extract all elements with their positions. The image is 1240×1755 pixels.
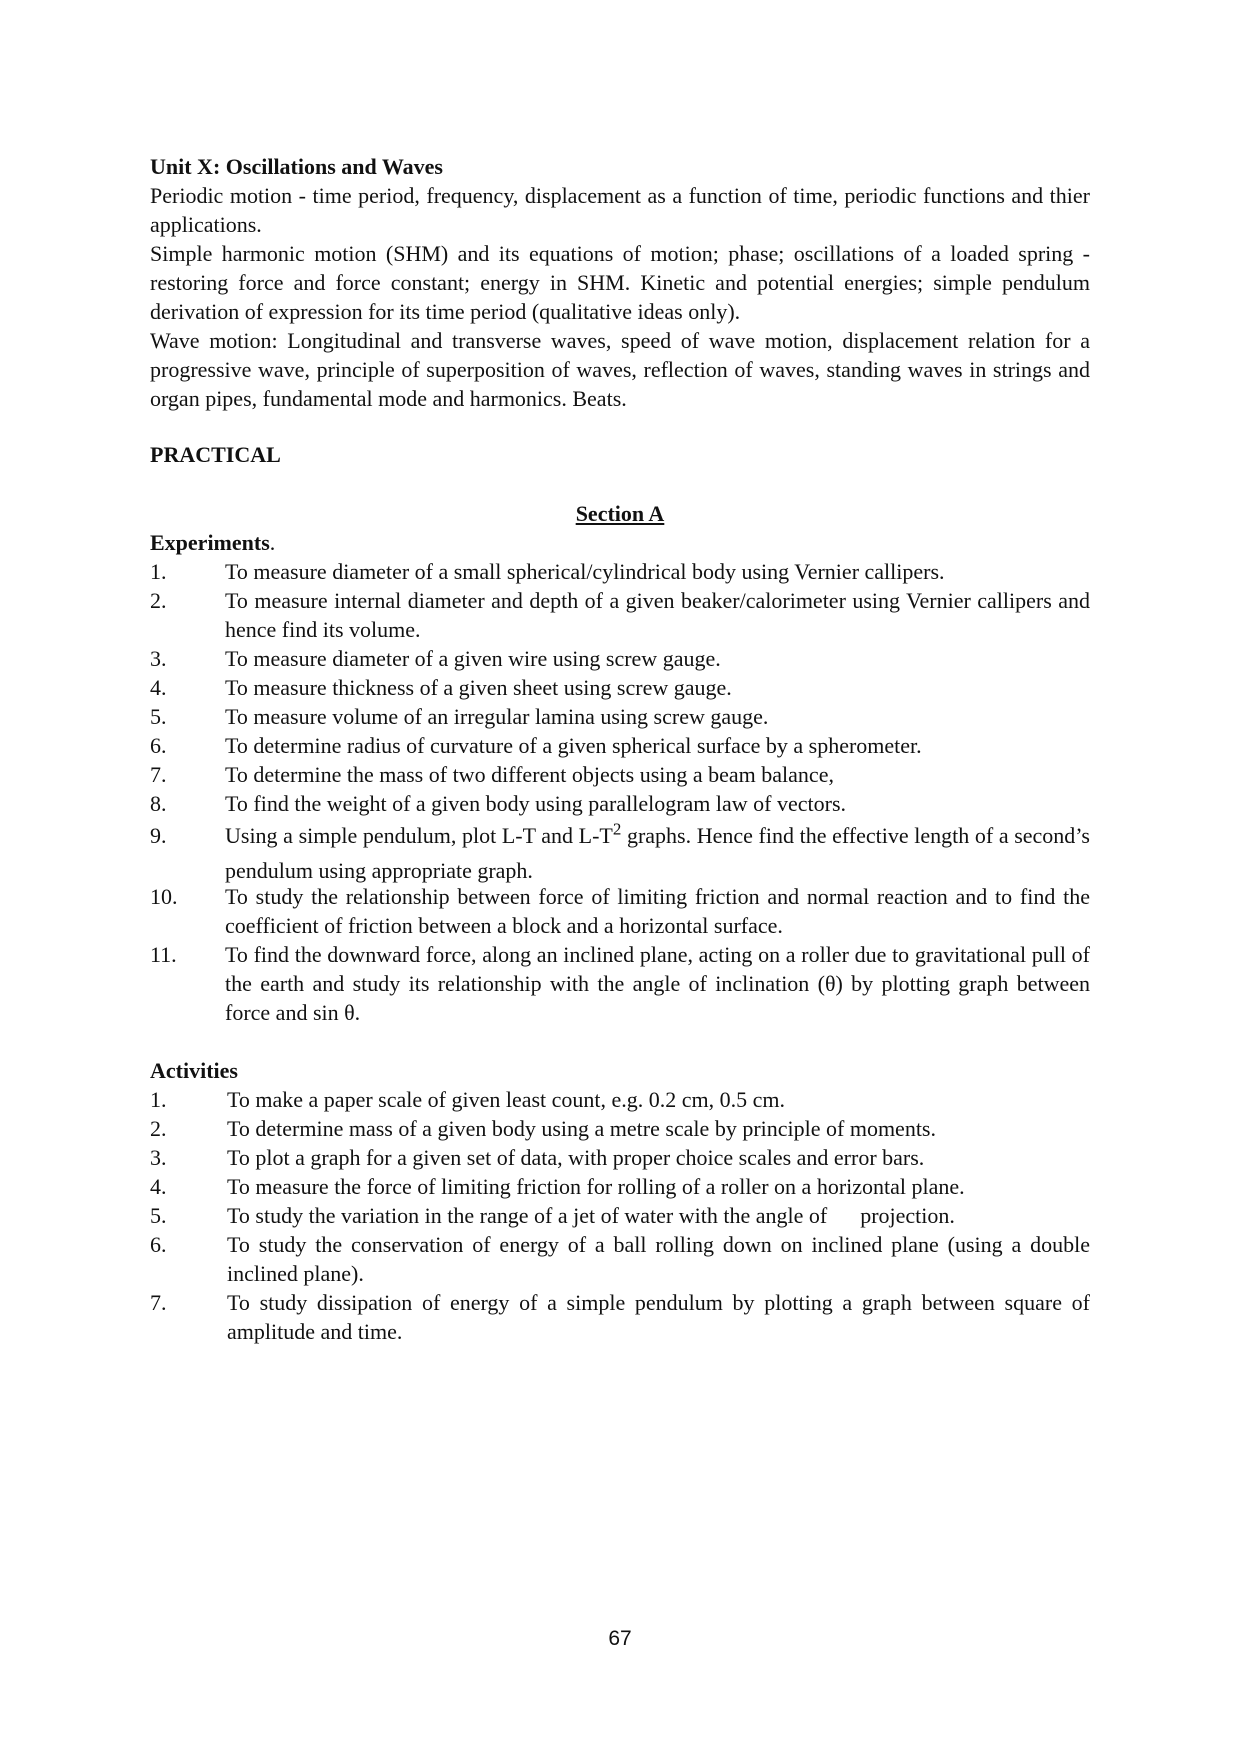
list-item-text: To measure thickness of a given sheet using screw gauge.	[225, 675, 732, 700]
list-item-number: 6.	[150, 1232, 167, 1257]
list-item-text: To determine the mass of two different objects using a beam balance,	[225, 762, 834, 787]
practical-title: PRACTICAL	[150, 442, 281, 467]
list-item-text-part-a: Using a simple pendulum, plot L-T and L-T	[225, 823, 613, 848]
experiments-heading: Experiments	[150, 530, 270, 555]
list-item	[150, 818, 1090, 888]
list-item-number: 3.	[150, 646, 167, 671]
list-item-number: 9.	[150, 823, 167, 848]
list-item-text: To make a paper scale of given least count, e.g. 0.2 cm, 0.5 cm.	[227, 1087, 786, 1112]
list-item	[150, 1201, 1090, 1230]
list-item	[150, 1085, 1090, 1114]
unit-paragraph-wave-motion: Wave motion: Longitudinal and transverse waves, speed of wave motion, displacement relation for a progressive wave, principle of superposition of waves, reflection of waves, standing waves in strings and organ pipes, fundamental mode and harmonics. Beats.	[150, 328, 1090, 411]
list-item-number: 3.	[150, 1145, 167, 1170]
list-item-text: To measure internal diameter and depth of a given beaker/calorimeter using Vernier callipers and hence find its volume.	[225, 588, 1090, 642]
list-item-text: To measure the force of limiting friction for rolling of a roller on a horizontal plane.	[227, 1174, 965, 1199]
list-item	[150, 731, 1090, 760]
list-item-number: 2.	[150, 1116, 167, 1141]
list-item-number: 8.	[150, 791, 167, 816]
list-item	[150, 1230, 1090, 1288]
activities-heading: Activities	[150, 1058, 238, 1083]
list-item	[150, 882, 1090, 940]
list-item-text: To study the relationship between force of limiting friction and normal reaction and to find the coefficient of friction between a block and a horizontal surface.	[225, 884, 1090, 938]
list-item-text-part-b: graphs. Hence find the effective length of a second’s pendulum using appropriate graph.	[225, 823, 1090, 883]
unit-title: Unit X: Oscillations and Waves	[150, 154, 443, 179]
section-title: Section A	[575, 501, 665, 526]
list-item	[150, 644, 1090, 673]
unit-paragraph-shm: Simple harmonic motion (SHM) and its equations of motion; phase; oscillations of a loaded spring - restoring force and force constant; energy in SHM. Kinetic and potential energies; simple pendulum derivation of expression for its time period (qualitative ideas only).	[150, 241, 1090, 324]
list-item-text: To measure volume of an irregular lamina using screw gauge.	[225, 704, 769, 729]
list-item-text: To study the conservation of energy of a ball rolling down on inclined plane (using a double inclined plane).	[227, 1232, 1090, 1286]
list-item	[150, 760, 1090, 789]
list-item-text: To find the downward force, along an inclined plane, acting on a roller due to gravitational pull of the earth and study its relationship with the angle of inclination (θ) by plotting graph between force and sin θ.	[225, 942, 1090, 1025]
list-item-text: To study the variation in the range of a jet of water with the angle of projection.	[227, 1203, 955, 1228]
experiments-list	[150, 557, 1090, 1027]
list-item-text: To determine radius of curvature of a given spherical surface by a spherometer.	[225, 733, 922, 758]
list-item	[150, 1143, 1090, 1172]
list-item-number: 11.	[150, 942, 177, 967]
list-item	[150, 702, 1090, 731]
list-item	[150, 940, 1090, 1027]
list-item-number: 5.	[150, 704, 167, 729]
page-number: 67	[608, 1627, 632, 1650]
list-item	[150, 1172, 1090, 1201]
activities-list	[150, 1085, 1090, 1346]
list-item-number: 10.	[150, 884, 178, 909]
superscript: 2	[612, 819, 622, 839]
list-item-text: To measure diameter of a small spherical/cylindrical body using Vernier callipers.	[225, 559, 945, 584]
list-item	[150, 789, 1090, 818]
list-item-text: To measure diameter of a given wire using screw gauge.	[225, 646, 721, 671]
list-item	[150, 586, 1090, 644]
list-item-number: 7.	[150, 1290, 167, 1315]
list-item	[150, 557, 1090, 586]
unit-paragraph-periodic-motion: Periodic motion - time period, frequency, displacement as a function of time, periodic functions and thier applications.	[150, 183, 1090, 237]
list-item-number: 4.	[150, 1174, 167, 1199]
list-item-number: 1.	[150, 1087, 167, 1112]
experiments-heading-line: Experiments.	[150, 530, 276, 555]
list-item-number: 7.	[150, 762, 167, 787]
list-item-number: 6.	[150, 733, 167, 758]
document-page	[150, 152, 1090, 1346]
list-item-number: 5.	[150, 1203, 167, 1228]
list-item	[150, 1114, 1090, 1143]
list-item-text: To determine mass of a given body using a metre scale by principle of moments.	[227, 1116, 936, 1141]
list-item-number: 4.	[150, 675, 167, 700]
list-item-text: To find the weight of a given body using parallelogram law of vectors.	[225, 791, 847, 816]
list-item-text: To plot a graph for a given set of data, with proper choice scales and error bars.	[227, 1145, 925, 1170]
list-item-number: 2.	[150, 588, 167, 613]
list-item	[150, 1288, 1090, 1346]
list-item	[150, 673, 1090, 702]
list-item-number: 1.	[150, 559, 167, 584]
list-item-text: To study dissipation of energy of a simple pendulum by plotting a graph between square of amplitude and time.	[227, 1290, 1090, 1344]
